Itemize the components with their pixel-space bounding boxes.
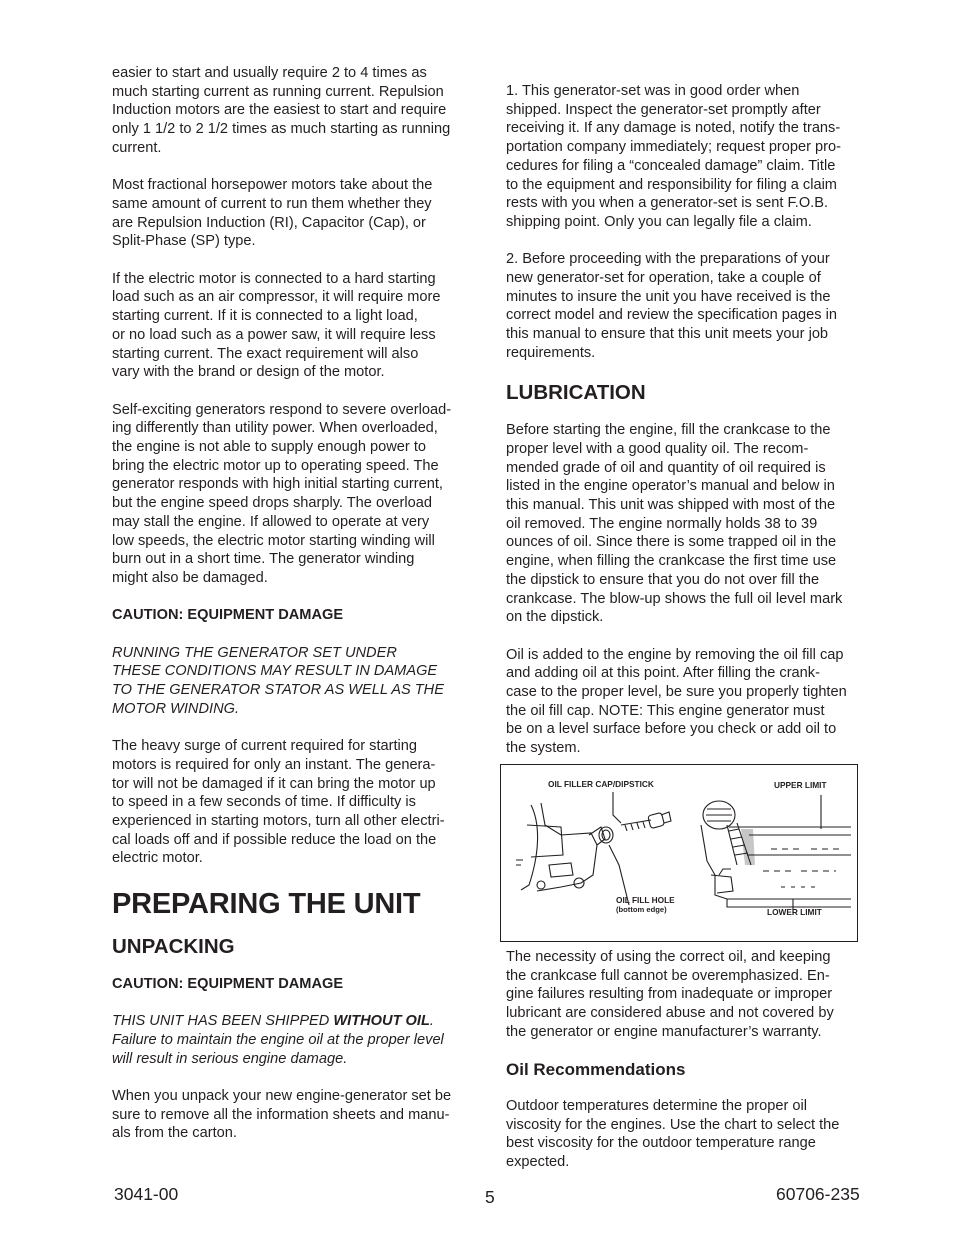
footer-document-number: 3041-00 (114, 1184, 179, 1204)
paragraph-heavy-surge: The heavy surge of current required for starting motors is required for only an instant. The genera- tor will not be damaged if it can bring the motor up to speed in a few seconds of time. If difficulty is experienced in starting motors, turn all other electri- cal loads off and if possible reduce the load on the electric motor. (112, 738, 445, 867)
paragraph-oil-viscosity: Outdoor temperatures determine the proper oil viscosity for the engines. Use the chart to select the best viscosity for the outdoor temperature range expected. (506, 1098, 840, 1171)
oil-recommendations-heading: Oil Recommendations (506, 1060, 686, 1080)
paragraph-self-exciting: Self-exciting generators respond to severe overload- ing differently than utility power. When overloaded, the engine is not able to supply enough power to bring the electric motor up to operating speed. The generator responds with high initial starting current, but the engine speed drops sharply. The overload may stall the engine. If allowed to operate at very low speeds, the electric motor starting winding will burn out in a short time. The generator winding might also be damaged. (112, 401, 452, 586)
oil-dipstick-figure (500, 764, 858, 942)
caution-heading: CAUTION: EQUIPMENT DAMAGE (112, 607, 344, 624)
label-oil-fill-hole-sub: (bottom edge) (616, 904, 667, 914)
caution-text-unpacking (112, 1012, 474, 1068)
footer-part-number: 60706-235 (776, 1184, 860, 1204)
section-title: PREPARING THE UNIT (112, 887, 421, 920)
label-upper-limit: UPPER LIMIT (774, 779, 827, 790)
caution-text: RUNNING THE GENERATOR SET UNDER THESE CONDITIONS MAY RESULT IN DAMAGE TO THE GENERATOR STATOR AS WELL AS THE MOTOR WINDING. (112, 644, 444, 717)
paragraph-before-proceeding: 2. Before proceeding with the preparations of your new generator-set for operation, take a couple of minutes to insure the unit you have received is the correct model and review the specification pages in this manual to ensure that this unit meets your job requirements. (506, 251, 837, 361)
paragraph-hard-starting-load: If the electric motor is connected to a hard starting load such as an air compressor, it will require more starting current. If it is connected to a light load, or no load such as a power saw, it will require less starting current. The exact requirement will also vary with the brand or design of the motor. (112, 270, 441, 381)
unpacking-heading: UNPACKING (112, 934, 235, 958)
right-column (506, 82, 872, 1191)
caution-text-pre: THIS UNIT HAS BEEN SHIPPED (112, 1013, 334, 1030)
paragraph-fractional-motors: Most fractional horsepower motors take about the same amount of current to run them whether they are Repulsion Induction (RI), Capacitor (Cap), or Split-Phase (SP) type. (112, 177, 433, 250)
caution-text-bold: WITHOUT OIL (333, 1013, 430, 1030)
footer-page-number: 5 (485, 1187, 495, 1207)
label-oil-fill-hole (616, 896, 675, 914)
lubrication-heading: LUBRICATION (506, 381, 646, 405)
label-oil-filler-cap: OIL FILLER CAP/DIPSTICK (548, 778, 654, 789)
paragraph-fill-crankcase: Before starting the engine, fill the crankcase to the proper level with a good quality oil. The recom- mended grade of oil and quantity of oil required is listed in the engine operator’s manual and below in this manual. This unit was shipped with most of the oil removed. The engine normally holds 38 to 39 ounces of oil. Since there is some trapped oil in the engine, when filling the crankcase the first time use the dipstick to ensure that you do not over fill the crankcase. The blow-up shows the full oil level mark on the dipstick. (506, 422, 843, 626)
paragraph-motor-starting: easier to start and usually require 2 to 4 times as much starting current as running current. Repulsion Induction motors are the easiest to start and require only 1 1/2 to 2 1/2 times as much starting as running current. (112, 65, 451, 156)
label-lower-limit: LOWER LIMIT (767, 906, 822, 917)
label-oil-fill-hole-text: OIL FILL HOLE (616, 894, 675, 905)
left-column (112, 64, 474, 1162)
paragraph-correct-oil: The necessity of using the correct oil, and keeping the crankcase full cannot be overemphasized. En- gine failures resulting from inadequate or improper lubricant are considered abuse and not covered by the generator or engine manufacturer’s warranty. (506, 948, 834, 1040)
caution-text-post: . Failure to maintain the engine oil at the proper level will result in serious engine damage. (112, 1013, 444, 1067)
paragraph-unpack: When you unpack your new engine-generator set be sure to remove all the information sheets and manu- als from the carton. (112, 1088, 452, 1142)
caution-heading-unpacking: CAUTION: EQUIPMENT DAMAGE (112, 975, 344, 992)
paragraph-inspect: 1. This generator-set was in good order when shipped. Inspect the generator-set promptly after receiving it. If any damage is noted, notify the trans- portation company immediately; request proper pro- cedures for filing a “concealed damage” claim. Title to the equipment and responsibility for filing a claim rests with you when a generator-set is sent F.O.B. shipping point. Only you can legally file a claim. (506, 83, 842, 230)
paragraph-oil-added: Oil is added to the engine by removing the oil fill cap and adding oil at this point. After filling the crank- case to the proper level, be sure you properly tighten the oil fill cap. NOTE: This engine generator must be on a level surface before you check or add oil to the system. (506, 646, 847, 757)
